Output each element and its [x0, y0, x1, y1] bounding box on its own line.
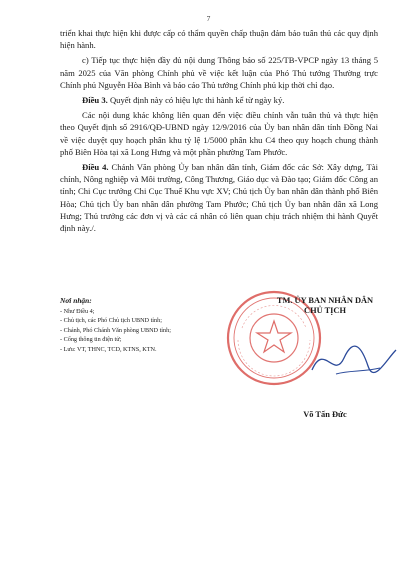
page-number: 7 — [206, 14, 211, 23]
document-body — [60, 27, 378, 237]
paragraph-item-c: c) Tiếp tục thực hiện đầy đủ nội dung Thông báo số 225/TB-VPCP ngày 13 tháng 5 năm 2025 của Văn phòng Chính phủ về việc kết luận của Phó Thủ tướng Thường trực Chính phủ Nguyễn Hòa Bình và báo cáo Thủ tướng Chính phủ kịp thời chỉ đạo. — [60, 55, 378, 90]
recipient-item: - Chánh, Phó Chánh Văn phòng UBND tỉnh; — [60, 326, 171, 334]
paragraph-other-content: Các nội dung khác không liên quan đến việc điều chỉnh vẫn tuân thủ và thực hiện theo Quyết định số 2916/QĐ-UBND ngày 12/9/2016 của Ủy ban nhân dân tỉnh Đồng Nai về việc duyệt quy hoạch phân khu tỷ lệ 1/5000 phân khu C4 theo quy hoạch chung thành phố Biên Hòa tại xã Long Hưng và một phần phường Tam Phước. — [60, 110, 378, 157]
signer-name: Võ Tấn Đức — [303, 410, 347, 419]
recipients-title: Nơi nhận: — [60, 296, 92, 305]
recipient-item: - Như Điều 4; — [60, 307, 95, 315]
article-4-text: Chánh Văn phòng Ủy ban nhân dân tỉnh, Giám đốc các Sở: Xây dựng, Tài chính, Nông nghiệp và Môi trường, Công Thương, Giáo dục và Đào tạo; Giám đốc Công an tỉnh; Chi Cục trưởng Chi Cục Thuế Khu vực XV; Chủ tịch Ủy ban nhân dân thành phố Biên Hòa; Chủ tịch Ủy ban nhân dân phường Tam Phước; Chủ tịch Ủy ban nhân dân xã Long Hưng; Thủ trưởng các đơn vị và các cá nhân có liên quan chịu trách nhiệm thi hành Quyết định này./. — [60, 162, 379, 234]
signature-block — [240, 292, 410, 432]
article-4-label: Điều 4. — [82, 162, 109, 173]
recipient-item: - Lưu: VT, THNC, TCD, KTNS, KTN. — [60, 345, 157, 353]
article-3-text: Quyết định này có hiệu lực thi hành kể từ ngày ký. — [109, 95, 285, 106]
recipients-block — [60, 296, 230, 355]
handwritten-signature-icon — [306, 330, 402, 390]
paragraph-continuation: triển khai thực hiện khi được cấp có thẩm quyền chấp thuận đảm bảo tuân thủ các quy định hiện hành. — [60, 28, 378, 51]
recipients-list — [60, 307, 230, 355]
article-3 — [60, 94, 378, 106]
recipient-item: - Cổng thông tin điện tử; — [60, 336, 122, 344]
signature-organization: TM. ỦY BAN NHÂN DÂN — [276, 296, 374, 305]
article-3-label: Điều 3. — [82, 95, 108, 106]
recipient-item: - Chủ tịch, các Phó Chủ tịch UBND tỉnh; — [60, 317, 162, 325]
article-4 — [60, 161, 378, 234]
signature-role: CHỦ TỊCH — [304, 306, 346, 315]
